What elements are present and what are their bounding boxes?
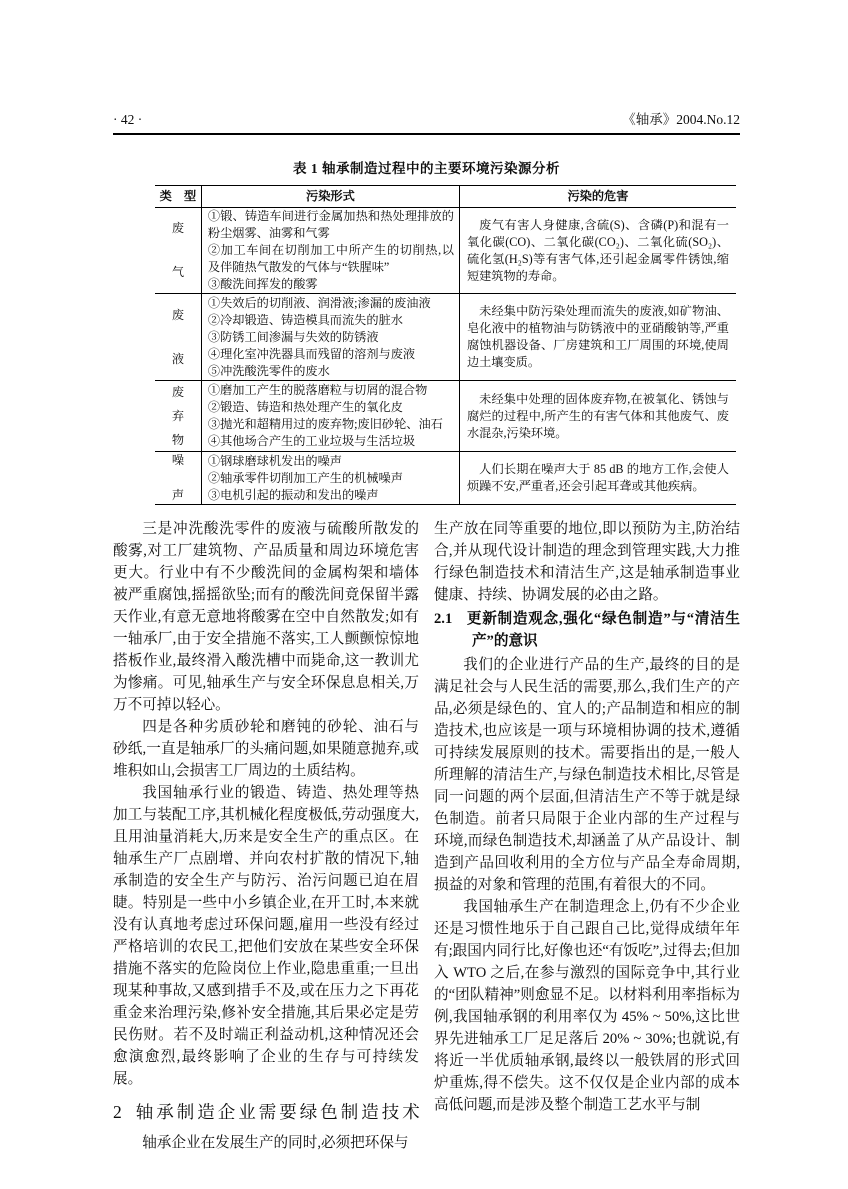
left-column [113,518,423,1154]
section-number: 2 [113,1102,122,1122]
forms-cell [201,208,459,294]
column-header-form: 污染形式 [201,186,459,208]
form-item: ②冷却锻造、铸造模具而流失的脏水 [207,312,403,327]
harm-text: 未经集中处理的固体废弃物,在被氧化、锈蚀与腐烂的过程中,所产生的有害气体和其他废气、废水混杂,污染环境。 [466,391,729,440]
harm-text: 废气有害人身健康,含硫(S)、含磷(P)和混有一氧化碳(CO)、二氧化碳(CO₂)、二氧化硫(SO₂)、硫化氢(H₂S)等有害气体,还引起金属零件锈蚀,缩短建筑物的寿命。 [466,217,729,283]
forms-cell [201,294,459,381]
form-item: ②锻造、铸造和热处理产生的氧化皮 [207,400,403,414]
forms-cell [201,381,459,452]
form-item: ④理化室冲洗器具而残留的溶剂与废液 [207,346,416,361]
paragraph: 我国轴承行业的锻造、铸造、热处理等热加工与装配工序,其机械化程度极低,劳动强度大,且用油量消耗大,历来是安全生产的重点区。在轴承生产厂点剧增、并向农村扩散的情况下,轴承制造的安全生产与防污、治污问题已迫在眉睫。特别是一些中小乡镇企业,在开工时,本来就没有认真地考虑过环保问题,雇用一些没有经过严格培训的农民工,把他们安放在某些安全环保措施不落实的危险岗位上作业,隐患重重;一旦出现某种事故,又感到措手不及,或在压力之下再花重金来治理污染,修补安全措施,其后果必定是劳民伤财。若不及时端正利益动机,这种情况还会愈演愈烈,最终影响了企业的生存与可持续发展。 [113,785,419,1087]
harm-cell [459,381,736,452]
subsection-heading-2-1 [434,608,740,652]
type-char: 废 [171,384,185,399]
form-item: ①钢球磨球机发出的噪声 [207,453,342,468]
paragraph: 四是各种劣质砂轮和磨钝的砂轮、油石与砂纸,一直是轴承厂的头痛问题,如果随意抛弃,或堆积如山,会损害工厂周边的土质结构。 [113,719,419,779]
subsection-title: 更新制造观念,强化“绿色制造”与“清洁生产”的意识 [466,611,740,649]
form-item: ④其他场合产生的工业垃圾与生活垃圾 [207,434,416,448]
right-column [434,518,740,1154]
pollution-source-table [155,185,736,505]
table-row-waste-gas [155,208,736,294]
type-char: 噪 [171,453,185,467]
type-cell [155,208,201,294]
column-header-harm: 污染的危害 [459,186,736,208]
type-char: 液 [171,351,185,366]
harm-cell [459,294,736,381]
type-cell [155,294,201,381]
type-cell [155,381,201,452]
form-item: ③抛光和超精用过的废弃物;废旧砂轮、油石 [207,417,443,431]
form-item: ②加工车间在切削加工中所产生的切削热,以及伴随热气散发的气体与“铁腥味” [207,243,454,274]
type-char: 声 [171,488,185,502]
section-heading-2 [113,1099,423,1125]
body-columns [113,518,740,1154]
form-item: ③酸洗间挥发的酸雾 [207,277,318,291]
paragraph-continuation: 生产放在同等重要的地位,即以预防为主,防治结合,并从现代设计制造的理念到管理实践,大力推行绿色制造技术和清洁生产,这是轴承制造事业健康、持续、协调发展的必由之路。 [434,521,740,603]
form-item: ②轴承零件切削加工产生的机械噪声 [207,470,403,485]
journal-ref: 《轴承》2004.No.12 [622,112,740,127]
table-row-solid-waste [155,381,736,452]
paragraph: 我国轴承生产在制造理念上,仍有不少企业还是习惯性地乐于自己跟自己比,觉得成绩年年有;跟国内同行比,好像也还“有饭吃”,过得去;但加入 WTO 之后,在参与激烈的国际竞争中,其行业的“团队精神”则愈显不足。以材料利用率指标为例,我国轴承钢的利用率仅为 45% ~ 50%,这比世界先进轴承工厂足足落后 20% ~ 30%;也就说,有将近一半优质轴承钢,最终以一般铁屑的形式回炉重炼,得不偿失。这不仅仅是企业内部的成本高低问题,而是涉及整个制造工艺水平与制 [434,899,740,1113]
page-header [113,112,740,128]
harm-text: 人们长期在噪声大于 85 dB 的地方工作,会使人烦躁不安,严重者,还会引起耳聋或其他疾病。 [466,462,729,493]
type-char: 废 [171,221,185,235]
page-number: · 42 · [113,112,143,127]
paragraph: 轴承企业在发展生产的同时,必须把环保与 [142,1135,409,1151]
subsection-number: 2.1 [434,611,453,627]
type-char: 气 [171,265,185,279]
type-cell [155,452,201,505]
harm-cell [459,452,736,505]
table-header-row [155,186,736,208]
type-char: 废 [171,307,185,322]
paragraph: 三是冲洗酸洗零件的废液与硫酸所散发的酸雾,对工厂建筑物、产品质量和周边环境危害更大。行业中有不少酸洗间的金属构架和墙体被严重腐蚀,摇摇欲坠;而有的酸洗间竟保留半露天作业,有意无意地将酸雾在空中自然散发;如有一轴承厂,由于安全措施不落实,工人颤颤惊惊地搭板作业,最终滑入酸洗槽中而毙命,这一教训尤为惨痛。可见,轴承生产与安全环保息息相关,万万不可掉以轻心。 [113,521,419,713]
harm-text: 未经集中防污染处理而流失的废液,如矿物油、皂化液中的植物油与防锈液中的亚硝酸钠等,严重腐蚀机器设备、厂房建筑和工厂周围的环境,使周边土壤变质。 [466,304,729,369]
table-row-noise [155,452,736,505]
form-item: ⑤冲洗酸洗零件的废水 [207,363,330,378]
type-char: 物 [171,432,185,447]
form-item: ③防锈工间渗漏与失效的防锈液 [207,329,379,344]
header-rule [113,133,740,135]
table-row-waste-liquid [155,294,736,381]
column-header-type: 类 型 [155,186,201,208]
form-item: ①锻、铸造车间进行金属加热和热处理排放的粉尘烟雾、油雾和气雾 [207,209,454,240]
paragraph: 我们的企业进行产品的生产,最终的目的是满足社会与人民生活的需要,那么,我们生产的产品,必须是绿色的、宜人的;产品制造和相应的制造技术,也应该是一项与环境相协调的技术,遵循可持续发展原则的技术。需要指出的是,一般人所理解的清洁生产,与绿色制造技术相比,尽管是同一问题的两个层面,但清洁生产不等于就是绿色制造。前者只局限于企业内部的生产过程与环境,而绿色制造技术,却涵盖了从产品设计、制造到产品回收利用的全方位与产品全寿命周期,损益的对象和管理的范围,有着很大的不同。 [434,657,740,893]
type-char: 弃 [171,408,185,423]
section-title: 轴承制造企业需要绿色制造技术 [135,1102,423,1122]
form-item: ①失效后的切削液、润滑液;渗漏的废油液 [207,295,431,310]
form-item: ①磨加工产生的脱落磨粒与切屑的混合物 [207,383,428,397]
form-item: ③电机引起的振动和发出的噪声 [207,487,379,502]
harm-cell [459,208,736,294]
forms-cell [201,452,459,505]
table-title: 表 1 轴承制造过程中的主要环境污染源分析 [293,161,560,176]
